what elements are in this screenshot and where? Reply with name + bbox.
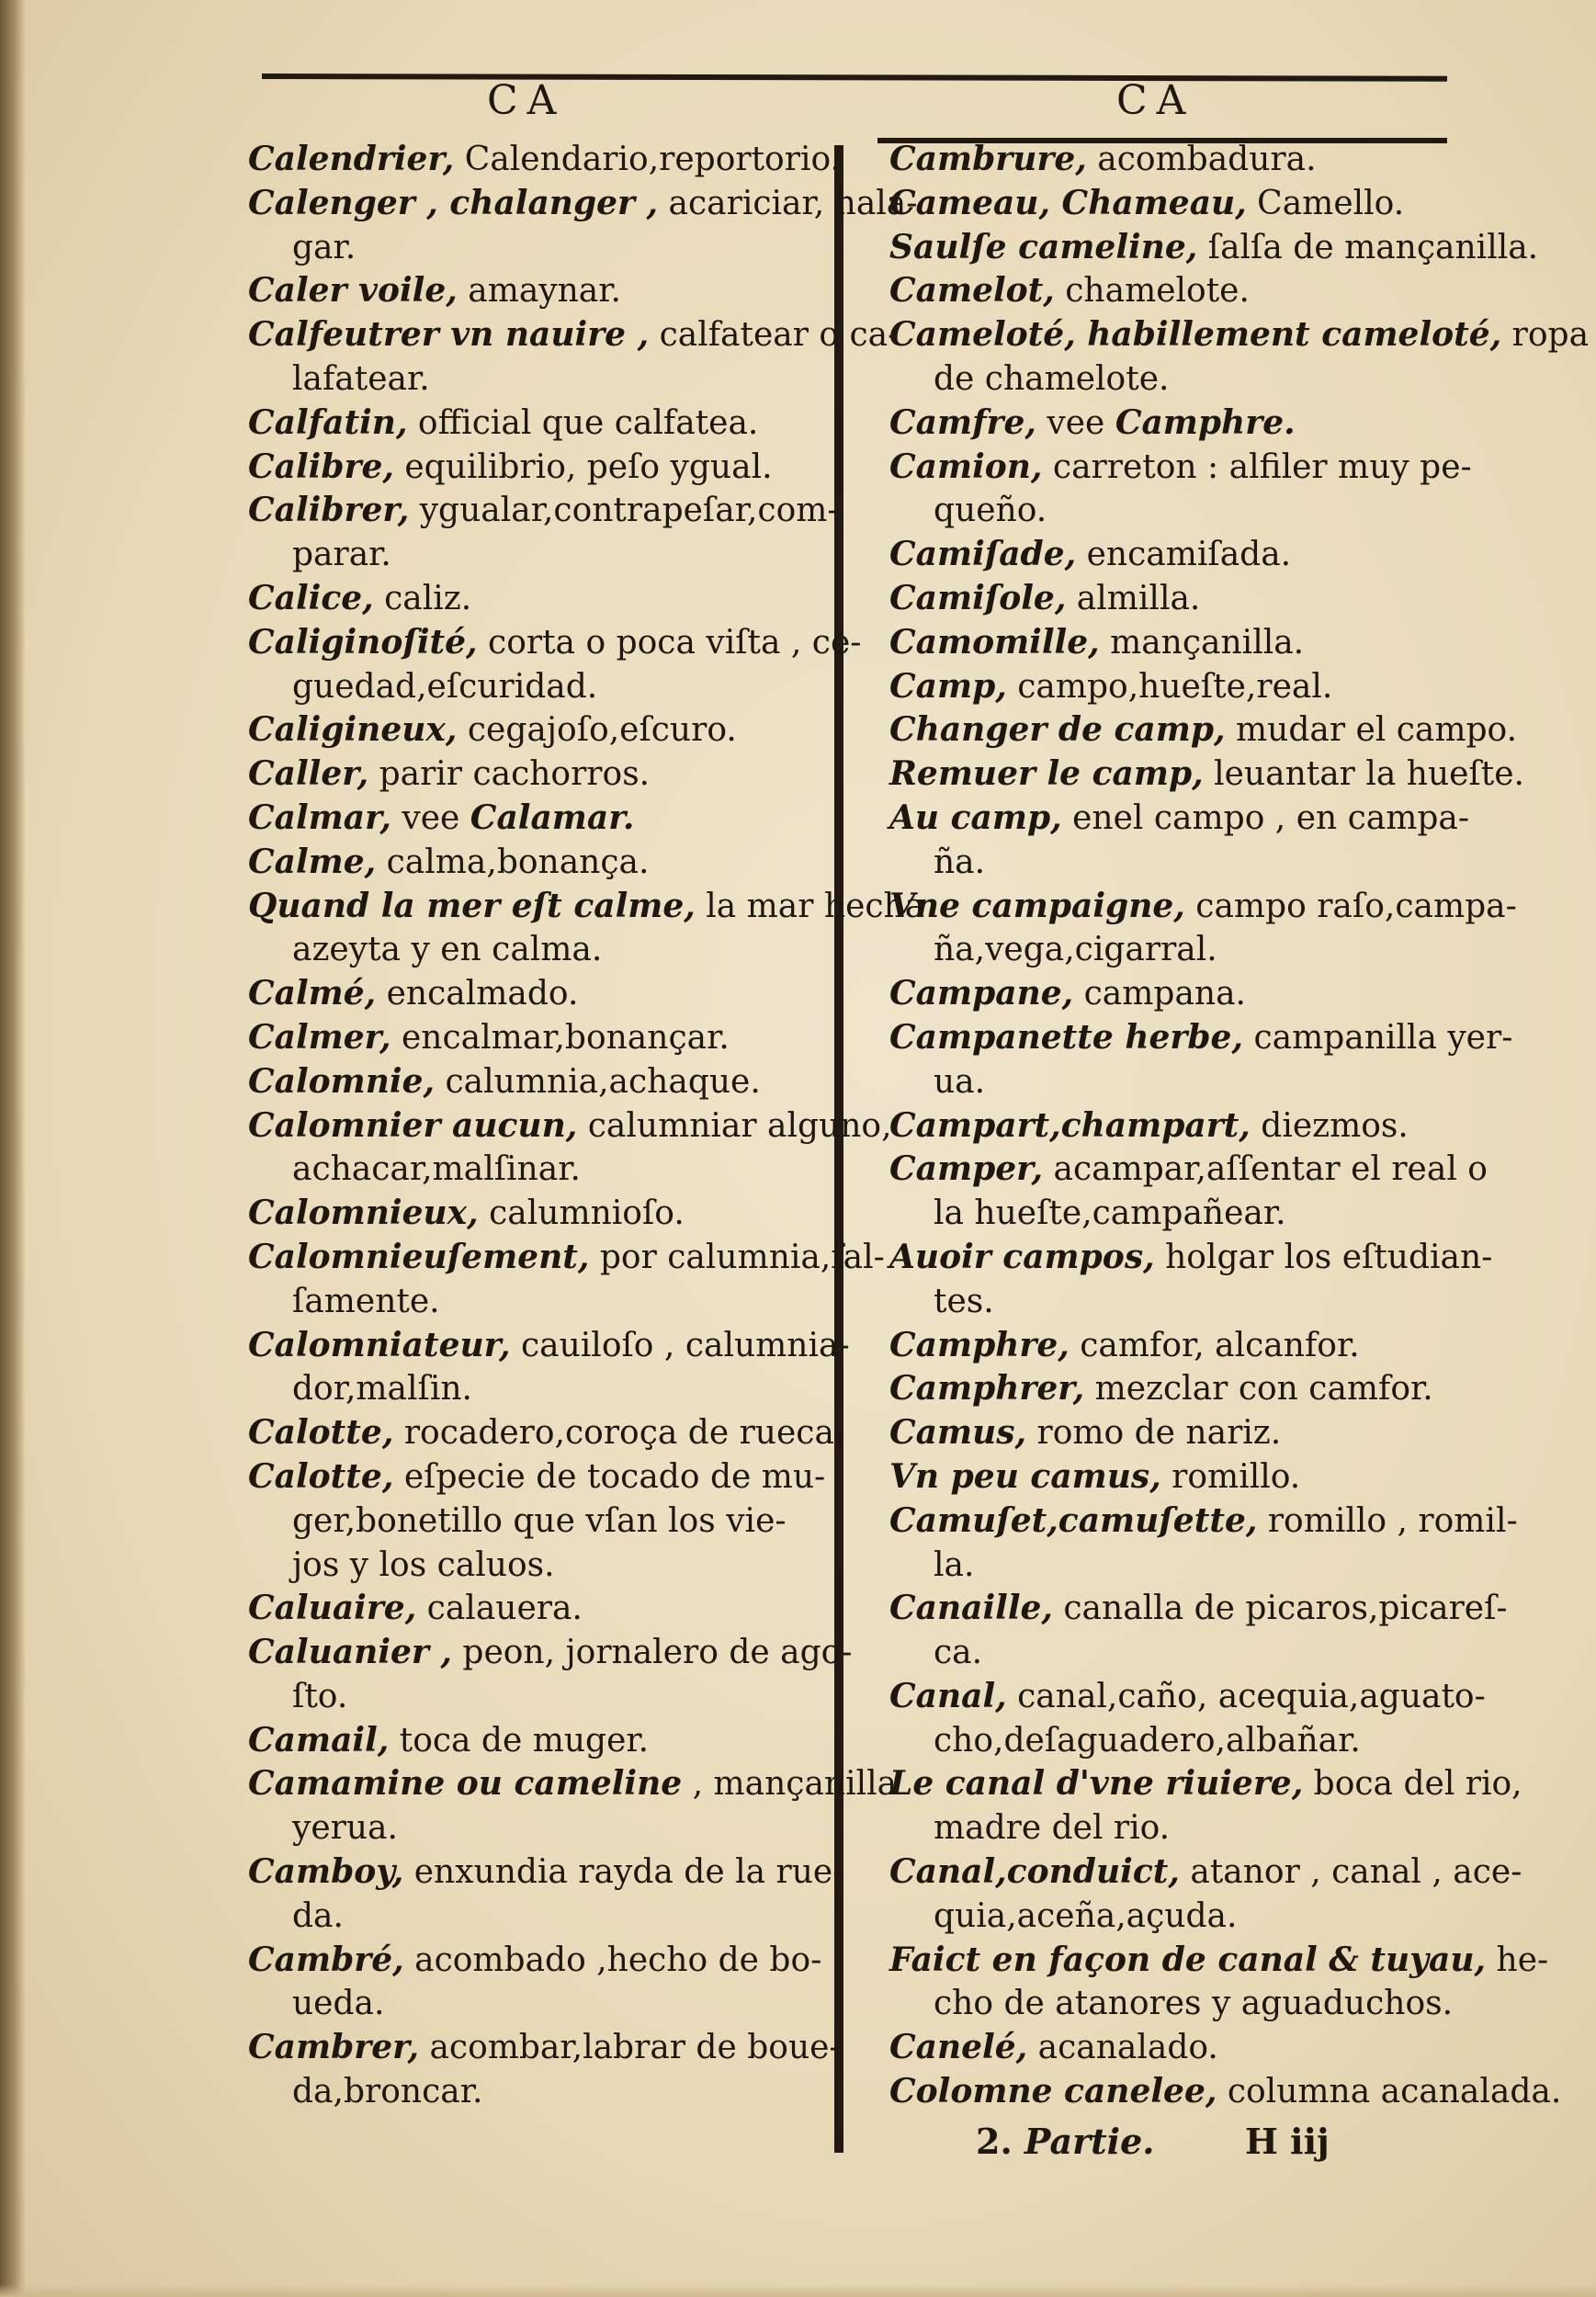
definition: azeyta y en calma. <box>292 931 603 969</box>
headword: Camiſole, <box>889 578 1067 617</box>
definition: Camello. <box>1246 184 1405 222</box>
dictionary-entry <box>889 1762 1522 1806</box>
definition: diezmos. <box>1250 1106 1409 1145</box>
definition: ca. <box>934 1634 983 1672</box>
entry-continuation <box>248 1806 818 1850</box>
definition: encalmar,bonançar. <box>391 1018 730 1057</box>
right-column <box>889 138 1590 2114</box>
dictionary-entry <box>248 1104 892 1148</box>
definition: enxundia rayda de la rue- <box>403 1853 844 1892</box>
definition: madre del rio. <box>934 1809 1171 1848</box>
definition: leuantar la hueſte. <box>1203 755 1524 794</box>
headword: Remuer le camp, <box>889 754 1204 794</box>
headword: Calomniateur, <box>248 1325 511 1364</box>
headword: Camamine ou cameline <box>248 1764 683 1804</box>
dictionary-entry <box>889 972 1468 1016</box>
headword: Caler voile, <box>248 271 458 311</box>
entry-continuation <box>889 357 1468 402</box>
dictionary-entry <box>889 885 1517 929</box>
definition: ſto. <box>292 1677 348 1715</box>
definition: calumnia,achaque. <box>435 1062 761 1101</box>
definition: jos y los caluos. <box>292 1545 555 1584</box>
headword: Cambrer, <box>248 2028 419 2067</box>
headword: Camphrer, <box>889 1369 1085 1409</box>
folio-mark: H iij <box>1245 2121 1330 2162</box>
headword: Campart,champart, <box>889 1105 1251 1145</box>
headword: Camomille, <box>889 622 1100 662</box>
definition: ropa <box>1501 316 1590 355</box>
dictionary-entry <box>248 1236 885 1280</box>
definition: cho,deſaguadero,albañar. <box>934 1721 1361 1760</box>
dictionary-entry <box>248 269 818 313</box>
definition: holgar los eſtudian- <box>1154 1238 1493 1276</box>
entry-continuation <box>248 1675 818 1719</box>
dictionary-entry <box>889 2070 1562 2114</box>
headword: Camail, <box>248 1720 390 1760</box>
dictionary-entry <box>889 313 1590 357</box>
headword: Cameloté, habillement cameloté, <box>889 315 1502 355</box>
definition: romillo. <box>1160 1457 1301 1496</box>
dictionary-entry <box>889 1455 1468 1499</box>
definition: encalmado. <box>376 975 579 1013</box>
headword: Calomnieuſement, <box>248 1237 590 1276</box>
headword: Camus, <box>889 1413 1027 1453</box>
definition: la. <box>934 1545 975 1584</box>
entry-continuation <box>248 665 818 709</box>
dictionary-entry <box>248 313 900 357</box>
dictionary-entry <box>889 752 1524 797</box>
definition: calma,bonança. <box>376 843 650 881</box>
entry-continuation <box>889 1719 1468 1763</box>
headword: Changer de camp, <box>889 710 1226 750</box>
dictionary-entry <box>889 533 1468 577</box>
definition: parar. <box>292 536 391 574</box>
definition: ña. <box>934 843 986 881</box>
dictionary-entry <box>889 1367 1468 1411</box>
definition: guedad,eſcuridad. <box>292 667 598 706</box>
dictionary-entry <box>889 1939 1549 1983</box>
running-head-right: CA <box>1116 77 1195 124</box>
headword: Colomne canelee, <box>889 2072 1217 2111</box>
headword: Caluaire, <box>248 1589 417 1628</box>
headword: Auoir campos, <box>889 1237 1155 1276</box>
definition: quia,aceña,açuda. <box>934 1896 1238 1935</box>
definition: mudar el campo. <box>1225 711 1518 750</box>
headword: Caligineux, <box>248 710 458 750</box>
headword: Canal,conduict, <box>889 1852 1180 1892</box>
dictionary-entry <box>889 1148 1488 1192</box>
definition: cegajoſo,eſcuro. <box>457 711 737 750</box>
dictionary-entry <box>889 402 1468 446</box>
left-column <box>248 138 925 2114</box>
definition: parir cachorros. <box>368 755 651 794</box>
definition: gar. <box>292 228 357 266</box>
headword: Camelot, <box>889 271 1055 311</box>
headword: Calibrer, <box>248 491 410 530</box>
entry-continuation <box>889 1631 1468 1675</box>
entry-continuation <box>889 1544 1468 1588</box>
dictionary-entry <box>889 797 1468 841</box>
dictionary-entry <box>248 1762 898 1806</box>
entry-continuation <box>248 1367 818 1411</box>
cross-reference: Calamar. <box>470 798 635 837</box>
entry-continuation <box>889 1982 1468 2026</box>
page-edge <box>0 2284 1596 2297</box>
definition: ger,bonetillo que vſan los vie- <box>292 1501 787 1540</box>
dictionary-entry <box>889 1587 1508 1631</box>
signature-mark <box>976 2121 1155 2162</box>
entry-continuation <box>248 2070 818 2114</box>
headword: Caliginoſité, <box>248 622 478 662</box>
definition: calfatear o ca- <box>649 316 900 355</box>
definition: amaynar. <box>457 272 621 311</box>
definition: calauera. <box>416 1590 583 1628</box>
dictionary-entry <box>889 621 1468 665</box>
definition: boca del rio, <box>1303 1765 1522 1804</box>
headword: Calice, <box>248 578 374 617</box>
column-divider <box>834 145 843 2153</box>
entry-continuation <box>889 1192 1468 1236</box>
dictionary-entry <box>248 885 925 929</box>
definition: ſalſa de mançanilla. <box>1197 228 1539 266</box>
definition: encamiſada. <box>1076 536 1292 574</box>
dictionary-entry <box>248 182 918 226</box>
entry-continuation <box>248 533 818 577</box>
dictionary-entry <box>248 1324 850 1368</box>
definition: ygualar,contrapeſar,com- <box>409 492 839 530</box>
dictionary-entry <box>889 577 1468 621</box>
dictionary-entry <box>248 2026 841 2070</box>
dictionary-entry <box>248 1411 845 1455</box>
definition: toca de muger. <box>389 1721 650 1760</box>
definition: mançanilla. <box>1099 623 1305 662</box>
definition: corta o poca viſta , ce- <box>477 623 862 662</box>
definition: calumnioſo. <box>478 1194 685 1233</box>
entry-continuation <box>889 841 1468 885</box>
signature-number: 2. <box>976 2121 1013 2162</box>
definition: acombado ,hecho de bo- <box>403 1941 822 1979</box>
definition: da. <box>292 1896 344 1935</box>
dictionary-entry <box>889 182 1468 226</box>
definition: carreton : alfiler muy pe- <box>1042 447 1472 486</box>
entry-continuation <box>889 1060 1468 1104</box>
definition: yerua. <box>292 1809 398 1848</box>
dictionary-entry <box>248 402 818 446</box>
definition: columna acanalada. <box>1217 2073 1562 2111</box>
dictionary-entry <box>248 621 862 665</box>
definition: rocadero,coroça de rueca. <box>393 1414 845 1453</box>
dictionary-entry <box>889 1324 1468 1368</box>
dictionary-entry <box>889 1850 1522 1895</box>
definition: campanilla yer- <box>1243 1018 1513 1057</box>
headword: Calomnie, <box>248 1061 436 1101</box>
book-gutter <box>0 0 26 2297</box>
dictionary-entry <box>889 665 1468 709</box>
definition: romillo , romil- <box>1257 1501 1518 1540</box>
headword: Calenger , chalanger , <box>248 183 659 222</box>
entry-continuation <box>889 1806 1468 1850</box>
definition: acanalado. <box>1027 2029 1218 2067</box>
headword: Cambré, <box>248 1940 404 1979</box>
headword: Camp, <box>889 666 1007 706</box>
definition: tes. <box>934 1282 994 1320</box>
definition: ua. <box>934 1062 986 1101</box>
dictionary-entry <box>248 1016 818 1060</box>
dictionary-entry <box>889 138 1468 182</box>
dictionary-entry <box>248 797 818 841</box>
definition: la mar hecha <box>695 887 925 925</box>
headword: Cameau, Chameau, <box>889 183 1247 222</box>
definition: , mançanilla <box>682 1765 898 1804</box>
headword: Camion, <box>889 447 1043 486</box>
headword: Calotte, <box>248 1456 394 1496</box>
definition: camfor, alcanfor. <box>1069 1326 1360 1364</box>
entry-continuation <box>248 357 818 402</box>
definition: canalla de picaros,picareſ- <box>1052 1590 1508 1628</box>
dictionary-entry <box>248 1192 818 1236</box>
headword: Camper, <box>889 1149 1044 1189</box>
definition: vee <box>391 798 470 837</box>
dictionary-entry <box>248 841 818 885</box>
definition: acariciar, hala- <box>658 184 918 222</box>
entry-continuation <box>248 1982 818 2026</box>
headword: Cambrure, <box>889 140 1087 178</box>
headword: Calfeutrer vn nauire , <box>248 315 650 355</box>
definition: vee <box>1036 403 1115 442</box>
headword: Campanette herbe, <box>889 1017 1243 1057</box>
entry-continuation <box>889 1895 1468 1939</box>
headword: Camboy, <box>248 1852 404 1892</box>
definition: eſpecie de tocado de mu- <box>393 1457 826 1496</box>
definition: ſamente. <box>292 1282 440 1320</box>
dictionary-entry <box>248 1631 853 1675</box>
headword: Calotte, <box>248 1413 394 1453</box>
definition: ña,vega,cigarral. <box>934 931 1217 969</box>
definition: cauiloſo , calumnia- <box>510 1326 850 1364</box>
headword: Le canal d'vne riuiere, <box>889 1764 1304 1804</box>
definition: romo de nariz. <box>1026 1414 1282 1453</box>
definition: Calendario,reportorio. <box>454 141 841 178</box>
definition: acampar,aſſentar el real o <box>1043 1150 1488 1189</box>
entry-continuation <box>248 1895 818 1939</box>
definition: acombadura. <box>1086 141 1317 178</box>
headword: Canaille, <box>889 1589 1053 1628</box>
definition: de chamelote. <box>934 359 1170 398</box>
headword: Campane, <box>889 974 1074 1013</box>
dictionary-entry <box>248 577 818 621</box>
definition: caliz. <box>373 579 472 617</box>
dictionary-entry <box>889 1499 1518 1544</box>
dictionary-entry <box>889 708 1518 752</box>
headword: Faict en façon de canal & tuyau, <box>889 1940 1487 1979</box>
dictionary-entry <box>248 1719 818 1763</box>
headword: Calendrier, <box>248 140 455 178</box>
entry-continuation <box>248 1499 818 1544</box>
entry-continuation <box>248 1148 818 1192</box>
definition: queño. <box>934 492 1047 530</box>
headword: Calmar, <box>248 798 391 837</box>
definition: campana. <box>1073 975 1246 1013</box>
definition: lafatear. <box>292 359 430 398</box>
dictionary-entry <box>889 1016 1513 1060</box>
definition: enel campo , en campa- <box>1061 798 1470 837</box>
headword: Vn peu camus, <box>889 1456 1161 1496</box>
cross-reference: Camphre. <box>1115 402 1296 442</box>
headword: Canelé, <box>889 2028 1028 2067</box>
entry-continuation <box>248 1280 818 1324</box>
definition: la hueſte,campañear. <box>934 1194 1286 1233</box>
definition: peon, jornalero de ago- <box>451 1634 853 1672</box>
dictionary-entry <box>248 1939 822 1983</box>
headword: Camfre, <box>889 402 1036 442</box>
definition: equilibrio, peſo ygual. <box>393 447 773 486</box>
headword: Calomnieux, <box>248 1194 479 1233</box>
dictionary-entry <box>889 269 1468 313</box>
headword: Calfatin, <box>248 402 408 442</box>
headword: Calmer, <box>248 1017 391 1057</box>
headword: Canal, <box>889 1676 1007 1715</box>
entry-continuation <box>248 226 818 270</box>
definition: ueda. <box>292 1985 385 2023</box>
definition: official que calfatea. <box>407 403 759 442</box>
definition: almilla. <box>1066 579 1201 617</box>
dictionary-entry <box>248 1060 818 1104</box>
dictionary-entry <box>889 446 1472 490</box>
definition: dor,malſin. <box>292 1370 472 1409</box>
dictionary-entry <box>889 226 1539 270</box>
entry-continuation <box>889 489 1468 533</box>
definition: da,broncar. <box>292 2073 483 2111</box>
dictionary-entry <box>248 1850 844 1895</box>
headword: Calomnier aucun, <box>248 1105 578 1145</box>
headword: Vne campaigne, <box>889 886 1185 925</box>
dictionary-entry <box>248 972 818 1016</box>
headword: Calibre, <box>248 447 394 486</box>
definition: calumniar alguno, <box>577 1106 892 1145</box>
dictionary-entry <box>248 138 841 182</box>
definition: mezclar con camfor. <box>1084 1370 1433 1409</box>
dictionary-entry <box>248 489 839 533</box>
dictionary-entry <box>248 752 818 797</box>
dictionary-entry <box>248 1455 826 1499</box>
definition: chamelote. <box>1054 272 1250 311</box>
running-head-left: CA <box>487 77 566 124</box>
definition: atanor , canal , ace- <box>1179 1853 1522 1892</box>
entry-continuation <box>889 928 1468 972</box>
header-rule <box>262 74 1447 82</box>
definition: campo,hueſte,real. <box>1006 667 1333 706</box>
headword: Calme, <box>248 842 377 881</box>
headword: Caller, <box>248 754 369 794</box>
headword: Camiſade, <box>889 535 1077 574</box>
dictionary-entry <box>889 1411 1468 1455</box>
dictionary-entry <box>889 1104 1468 1148</box>
headword: Camuſet,camuſette, <box>889 1500 1258 1540</box>
signature-word: Partie. <box>1024 2121 1155 2162</box>
headword: Calmé, <box>248 974 377 1013</box>
headword: Au camp, <box>889 798 1062 837</box>
definition: por calumnia,fal- <box>589 1238 885 1276</box>
headword: Caluanier , <box>248 1633 452 1672</box>
definition: cho de atanores y aguaduchos. <box>934 1985 1454 2023</box>
definition: acombar,labrar de boue- <box>419 2029 841 2067</box>
dictionary-entry <box>889 1675 1486 1719</box>
dictionary-entry <box>248 446 818 490</box>
entry-continuation <box>889 1280 1468 1324</box>
headword: Quand la mer eſt calme, <box>248 886 696 925</box>
definition: campo raſo,campa- <box>1184 887 1517 925</box>
definition: he- <box>1486 1941 1549 1979</box>
dictionary-entry <box>889 1236 1493 1280</box>
headword: Saulſe cameline, <box>889 227 1198 266</box>
dictionary-entry <box>248 708 818 752</box>
dictionary-entry <box>889 2026 1468 2070</box>
entry-continuation <box>248 928 818 972</box>
dictionary-entry <box>248 1587 818 1631</box>
definition: canal,caño, acequia,aguato- <box>1006 1677 1486 1715</box>
headword: Camphre, <box>889 1325 1070 1364</box>
definition: achacar,malſinar. <box>292 1150 581 1189</box>
entry-continuation <box>248 1544 818 1588</box>
